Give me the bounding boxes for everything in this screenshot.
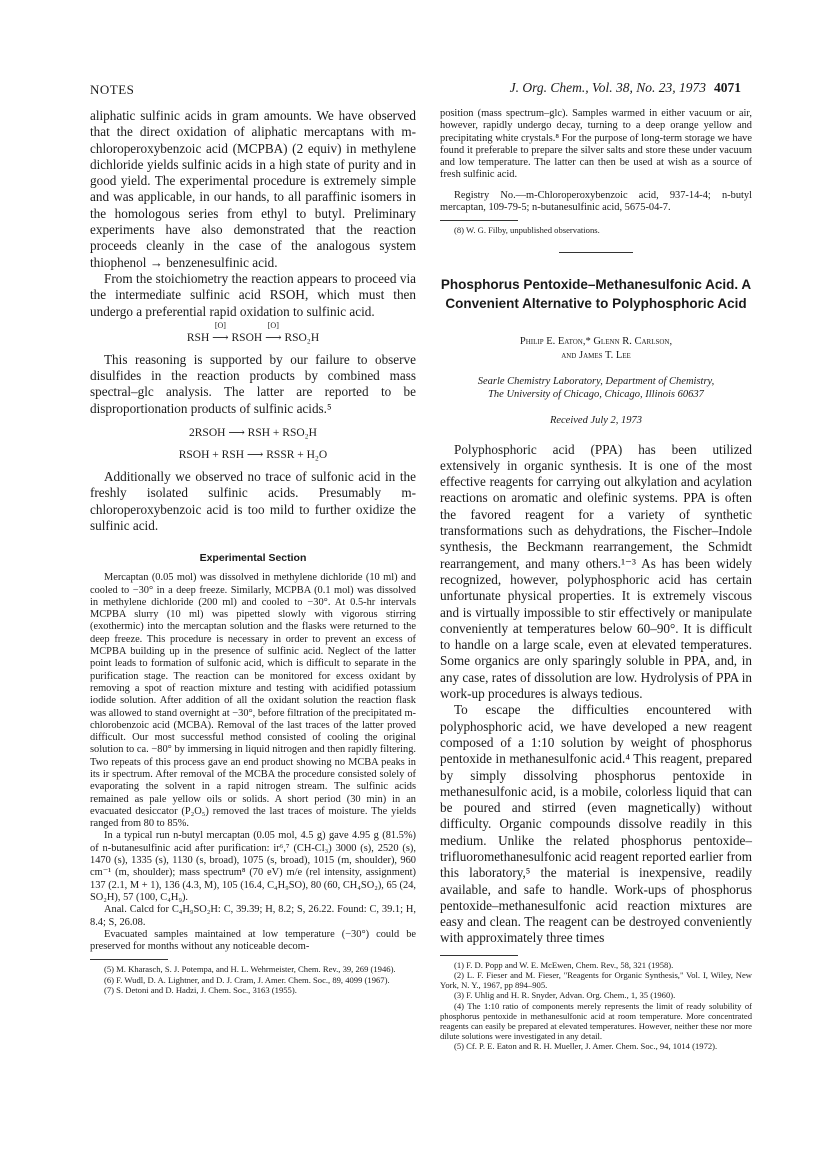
- footnote: (6) F. Wudl, D. A. Lightner, and D. J. Cram, J. Amer. Chem. Soc., 89, 4099 (1967).: [104, 974, 390, 985]
- footnote-rule: [440, 220, 518, 221]
- footnote: (5) M. Kharasch, S. J. Potempa, and H. L. Wehrmeister, Chem. Rev., 39, 269 (1946).: [104, 964, 396, 975]
- received-date: Received July 2, 1973: [549, 414, 643, 426]
- footnote: (4) The 1:10 ratio of components merely represents the limit of ready solubility of phosphorus pentoxide in methanesulfonic acid at room temperature. More concentrated reagents can easily be prepared at elevated temperatures. However, neither these nor more dilute solutions were investigated in any detail.: [440, 1000, 752, 1042]
- section-heading: Experimental Section: [199, 552, 307, 565]
- equation-disproportionation-2: RSOH + RSH ⟶ RSSR + H₂O: [178, 449, 328, 462]
- article-affiliation: [440, 375, 752, 401]
- experimental-paragraph: Mercaptan (0.05 mol) was dissolved in methylene dichloride (10 ml) and cooled to −30° in a deep freeze. Similarly, MCPBA (0.1 mol) was dissolved in methylene dichloride (200 ml) and cooled to −30°. At 0.5-hr intervals MCPBA slurry (10 ml) was pipetted slowly with vigorous stirring (exothermic) into the mercaptan solution and the flasks were returned to the deep freeze. This procedure is necessary in order to prevent an excess of MCPBA building up in the presence of sulfinic acid. Neglect of the latter point leads to formation of sulfonic acid, which is difficult to separate in the purification stage. The reaction can be monitored for excess oxidant by removing a spot of reaction mixture and testing with acidified potassium iodide solution. After addition of all the oxidant solution the reaction flask was allowed to stand overnight at −30°, before filtration of the precipitated m-chlorobenzoic acid (MCBA). Removal of the last traces of the latter proved difficult. Our most successful method consisted of cooling the original solution to ca. −80° by immersing in liquid nitrogen and then rapidly filtering. Two repeats of this process gave an end product showing no MCBA peaks in its ir spectrum. After removal of the MCBA the procedure consisted solely of evaporating the solvent in a rapid nitrogen stream. The sulfinic acids remained as pale yellow oils or solids. A short period (30 min) in an evacuated desiccator (P₂O₅) removed the last traces of moisture. The yields ranged from 80 to 85%.: [90, 572, 416, 830]
- footnote: (2) L. F. Fieser and M. Fieser, "Reagents for Organic Synthesis," Vol. I, Wiley, New York, N. Y., 1967, pp 894–905.: [440, 969, 752, 991]
- eq-term: RSOH: [231, 331, 263, 344]
- footnote: (3) F. Uhlig and H. R. Snyder, Advan. Org. Chem., 1, 35 (1960).: [454, 990, 676, 1001]
- right-column: [440, 108, 752, 1052]
- left-column: [90, 108, 416, 995]
- footnote: (5) Cf. P. E. Eaton and R. H. Mueller, J. Amer. Chem. Soc., 94, 1014 (1972).: [454, 1041, 718, 1052]
- body-paragraph: From the stoichiometry the reaction appears to proceed via the intermediate sulfinic acid RSOH, which must then undergo a preferential rapid oxidation to sulfinic acid.: [90, 270, 416, 319]
- eq-arrow-label: [O]: [214, 320, 226, 330]
- page-number: 4071: [714, 80, 741, 95]
- eq-term: RSO₂H: [284, 331, 320, 344]
- body-paragraph: This reasoning is supported by our failure to observe disulfides in the reaction products by combined mass spectral–glc analysis. The latter are reported to be disproportionation products of sulfinic acids.⁵: [90, 351, 416, 416]
- authors-line: Philip E. Eaton,* Glenn R. Carlson,: [519, 335, 673, 347]
- experimental-paragraph: Evacuated samples maintained at low temperature (−30°) could be preserved for months without any noticeable decom-: [90, 928, 416, 953]
- affiliation-line: The University of Chicago, Chicago, Illinois 60637: [488, 388, 704, 400]
- running-section-title: NOTES: [90, 82, 135, 97]
- body-paragraph: aliphatic sulfinic acids in gram amounts. We have observed that the direct oxidation of aliphatic mercaptans with m-chloroperoxybenzoic acid (MCPBA) (2 equiv) in methylene dichloride yields sulfinic acids in a high state of purity and in good yield. The experimental procedure is extremely simple and was applicable, in our hands, to all paraffinic isomers in the homologous series from ethyl to butyl. Preliminary experiments have also demonstrated that the reaction proceeds cleanly in the case of the analogous system thiophenol → benzenesulfinic acid.: [90, 108, 416, 270]
- journal-citation: J. Org. Chem., Vol. 38, No. 23, 1973: [509, 80, 706, 95]
- equation-oxidation: [90, 320, 416, 344]
- eq-arrow-label: [O]: [267, 320, 279, 330]
- footnote: (7) S. Detoni and D. Hadzi, J. Chem. Soc., 3163 (1955).: [104, 984, 297, 995]
- registry-numbers: Registry No.—m-Chloroperoxybenzoic acid, 937-14-4; n-butyl mercaptan, 109-79-5; n-butanesulfinic acid, 5675-04-7.: [440, 189, 752, 214]
- article-authors: [440, 335, 752, 363]
- footnote-rule: [440, 955, 518, 956]
- eq-arrow: [O] ⟶: [212, 320, 229, 344]
- article-separator: [559, 252, 633, 253]
- eq-arrow: [O] ⟶: [265, 320, 282, 344]
- authors-line: and James T. Lee: [561, 349, 631, 361]
- running-journal-header: [510, 80, 741, 96]
- footnote-rule: [90, 959, 168, 960]
- body-paragraph: Additionally we observed no trace of sulfonic acid in the freshly isolated sulfinic acids. Presumably m-chloroperoxybenzoic acid is too mild to further oxidize the sulfinic acid.: [90, 469, 416, 533]
- body-paragraph: position (mass spectrum–glc). Samples warmed in either vacuum or air, however, rapidly undergo decay, turning to a deep orange yellow and precipitating white crystals.⁸ For the purpose of long-term storage we have found it preferable to prepare the silver salts and store these under vacuum and low temperature. The latter can then be used at wish as a source of fresh sulfinic acid.: [440, 108, 752, 181]
- affiliation-line: Searle Chemistry Laboratory, Department of Chemistry,: [477, 375, 715, 387]
- experimental-paragraph: In a typical run n-butyl mercaptan (0.05 mol, 4.5 g) gave 4.95 g (81.5%) of n-butanesulfinic acid after purification: ir⁶,⁷ (CH-Cl₃) 3000 (s), 2520 (s), 1470 (s), 1335 (s), 1130 (s, broad), 1075 (s, broad), 1015 (m, shoulder), 960 cm⁻¹ (m, shoulder); mass spectrum⁸ (70 eV) m/e (rel intensity, assignment) 137 (2.1, M + 1), 136 (4.3, M), 105 (16.4, C₄H₉SO), 80 (60, CH₄SO₂), 65 (24, SO₂H), 57 (100, C₄H₉).: [90, 830, 416, 903]
- footnote: (8) W. G. Filby, unpublished observations.: [454, 225, 600, 236]
- equation-disproportionation-1: 2RSOH ⟶ RSH + RSO₂H: [189, 427, 317, 440]
- body-paragraph: To escape the difficulties encountered with polyphosphoric acid, we have developed a new reagent composed of a 1:10 solution by weight of phosphorus pentoxide in methanesulfonic acid.⁴ This reagent, prepared by simply dissolving phosphorus pentoxide in methanesulfonic acid, is a mobile, colorless liquid that can be poured and stirred (even magnetically) without difficulty. Organic compounds dissolve readily in this medium. Unlike the related phosphorus pentoxide–trifluoromethanesulfonic acid reagent reported earlier from this laboratory,⁵ the material is inexpensive, readily available, and safe to handle. Work-ups of phosphorus pentoxide–methanesulfonic acid reaction mixtures are easy and clean. The reagent can be destroyed conveniently with approximately three times: [440, 702, 752, 946]
- footnote: (1) F. D. Popp and W. E. McEwen, Chem. Rev., 58, 321 (1958).: [454, 959, 674, 970]
- article-title: Phosphorus Pentoxide–Methanesulfonic Acid. A Convenient Alternative to Polyphosphoric Acid: [440, 276, 752, 311]
- body-paragraph: Polyphosphoric acid (PPA) has been utilized extensively in organic synthesis. It is one of the most effective reagents for carrying out alkylation and acylation reactions on aromatic and olefinic systems. PPA is often the favored reagent for a variety of synthetic transformations such as dehydrations, the Fischer–Indole synthesis, the Beckmann rearrangement, the Schmidt rearrangement, and many others.¹⁻³ As has been widely recognized, however, polyphosphoric acid has certain unfortunate physical properties. It is extremely viscous and is virtually impossible to stir effectively or manipulate conveniently at temperatures below 60–90°. It is difficult to handle on a large scale, even at elevated temperatures. Some organics are only sparingly soluble in PPA, and, in any case, rates of dissolution are low. Hydrolysis of PPA in work-up procedures is always tedious.: [440, 441, 752, 702]
- analysis-paragraph: Anal. Calcd for C₄H₉SO₂H: C, 39.39; H, 8.2; S, 26.22. Found: C, 39.1; H, 8.4; S, 26.08.: [90, 904, 416, 928]
- eq-term: RSH: [186, 331, 210, 344]
